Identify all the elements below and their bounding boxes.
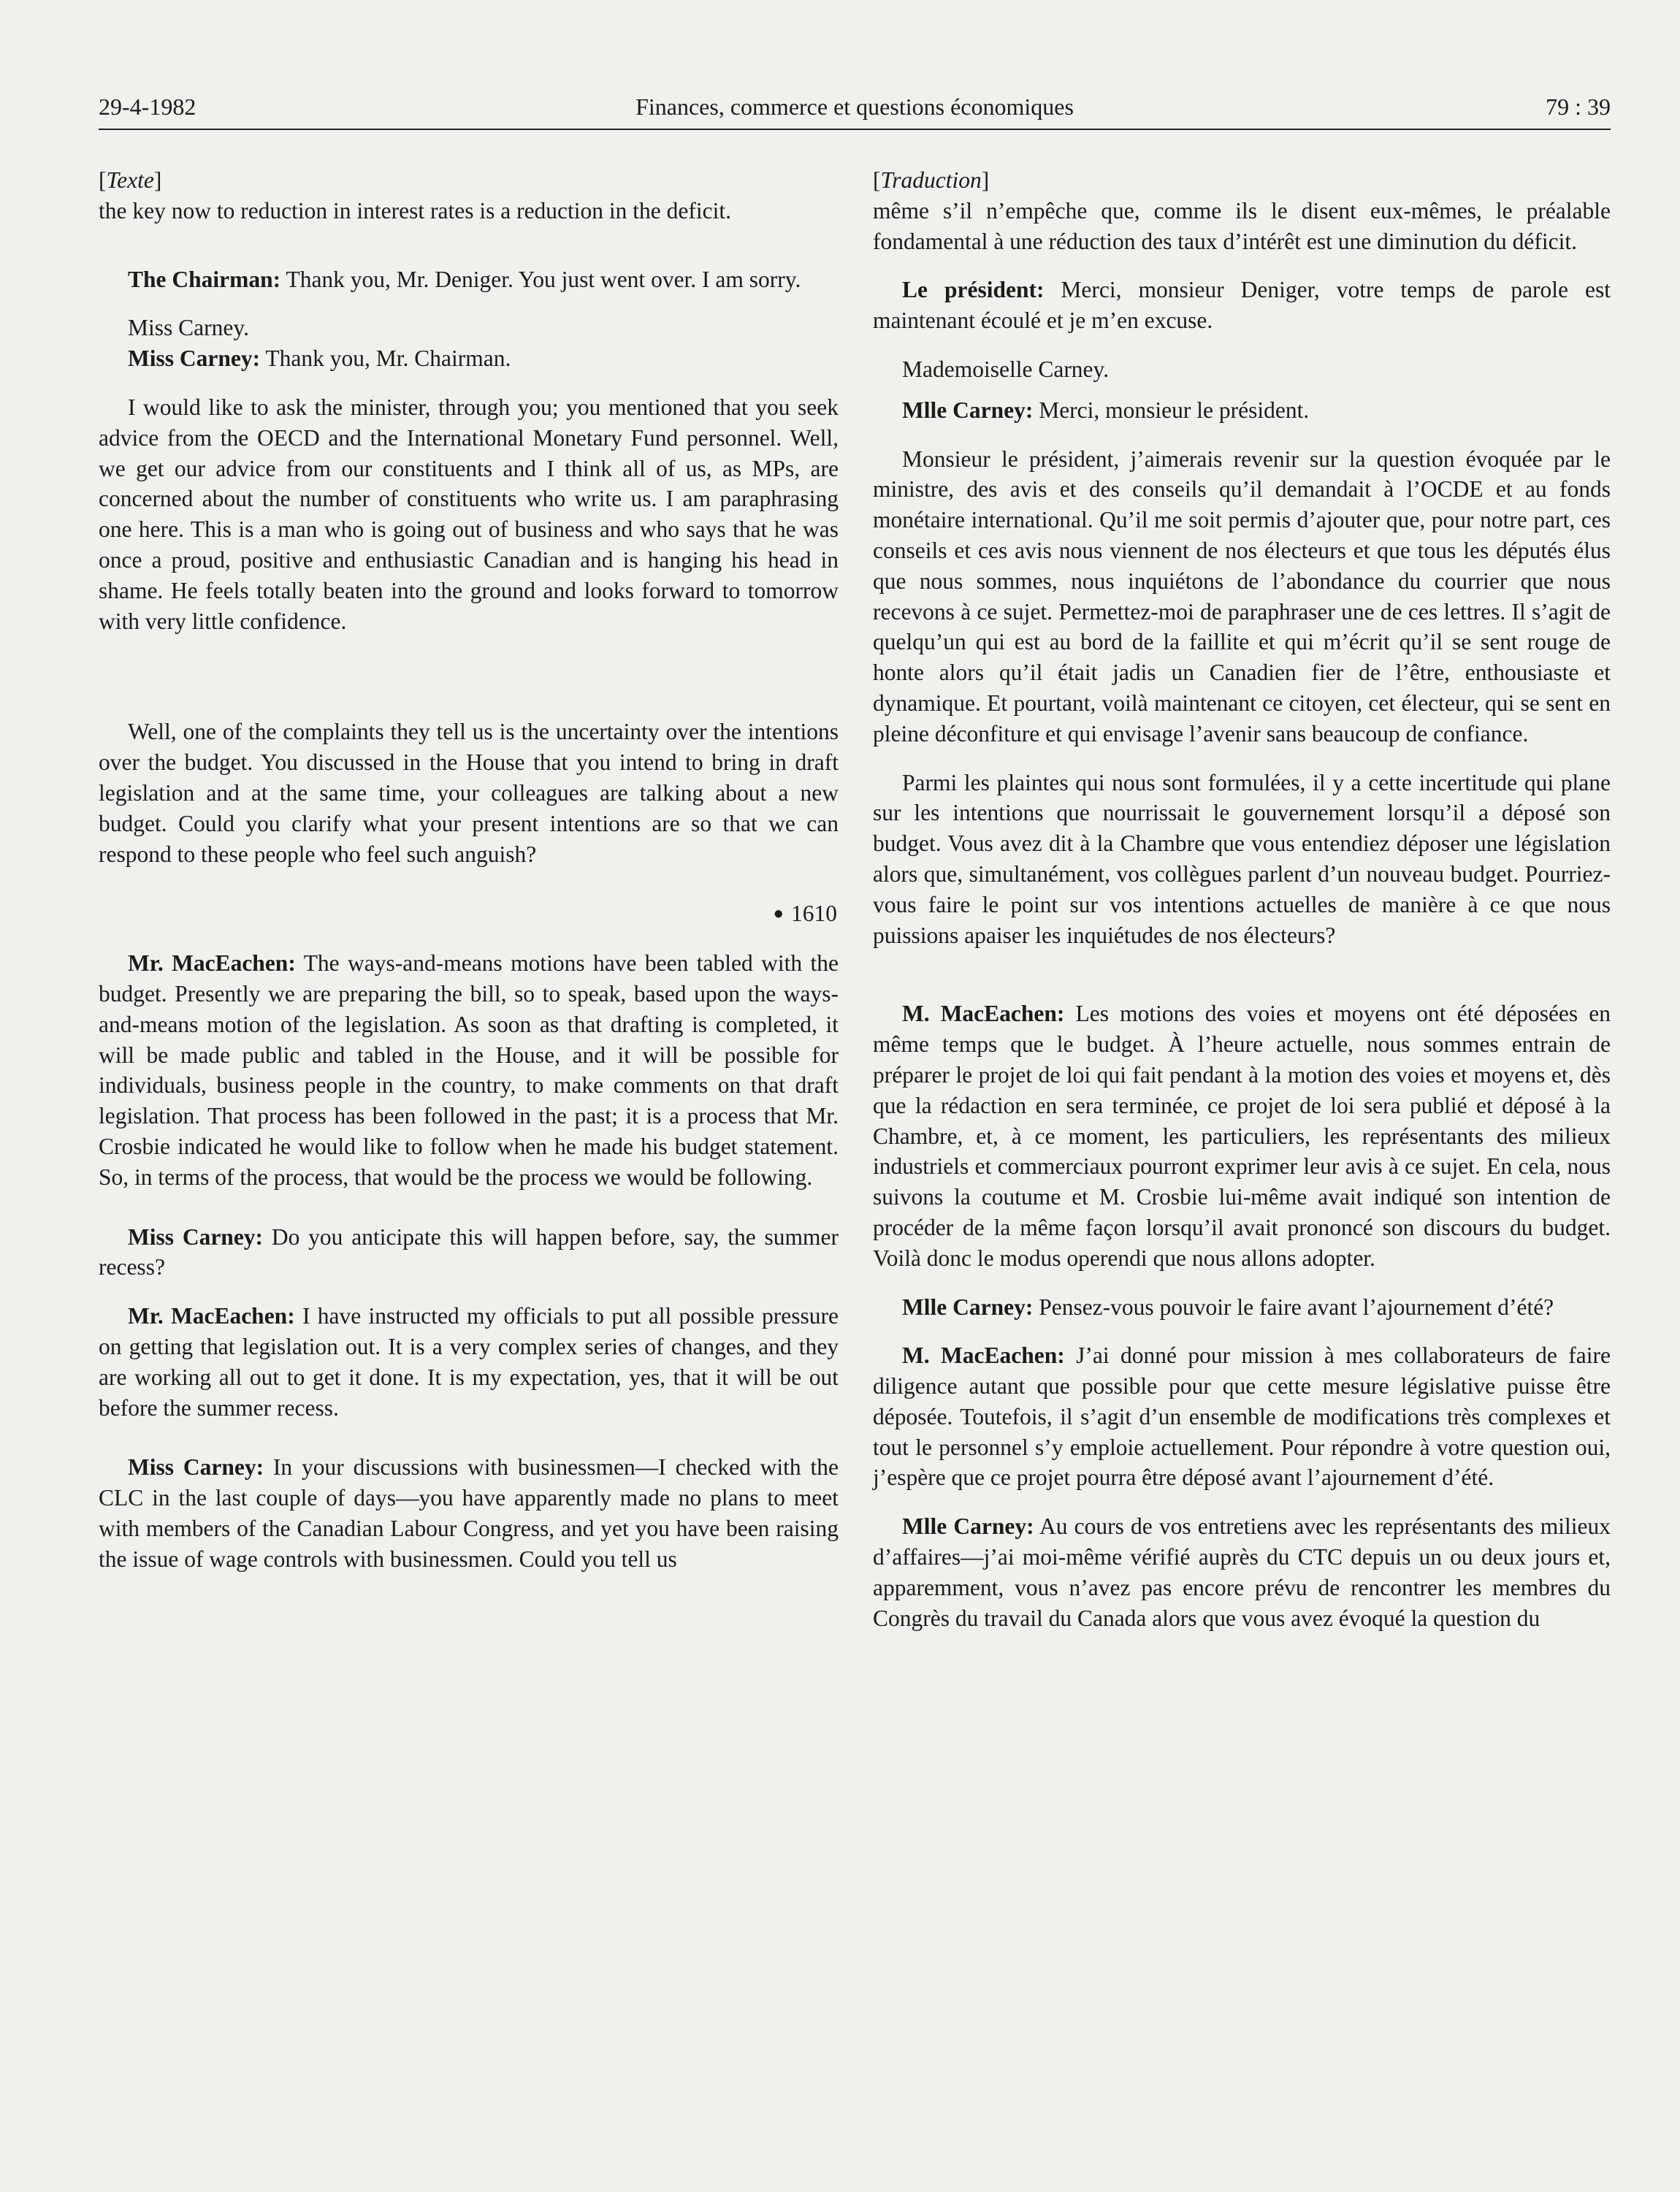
paragraph: Well, one of the complaints they tell us is the uncertainty over the intentions over the budget. You discussed in the House that you intend to bring in draft legislation and at the same time, your colleagues are talking about a new budget. Could you clarify what your present intentions are so that we can respond to these people who feel such anguish? <box>99 719 839 867</box>
paragraph: Monsieur le président, j’aimerais revenir sur la question évoquée par le ministre, des avis et des conseils qu’il demandait à l’OCDE et au fonds monétaire international. Qu’il me soit permis d’ajouter que, pour notre part, ces conseils et ces avis nous viennent de nos électeurs et que tous les députés élus que nous sommes, nous inquiétons de l’abondance du courrier que nous recevons à ce sujet. Permettez-moi de paraphraser une de ces lettres. Il s’agit de quelqu’un qui est au bord de la faillite et qui m’écrit qu’il se sent rouge de honte alors qu’il était jadis un Canadien fier de l’être, enthousiaste et dynamique. Et pourtant, voilà maintenant ce citoyen, cet électeur, qui se sent en pleine déconfiture et qui envisage l’avenir sans beaucoup de confiance. <box>873 446 1611 746</box>
header-title: Finances, commerce et questions économiques <box>635 93 1074 120</box>
header-date: 29-4-1982 <box>99 93 196 120</box>
paragraph: Parmi les plaintes qui nous sont formulées, il y a cette incertitude qui plane sur les intentions que nourrissait le gouvernement lorsqu’il a déposé son budget. Vous avez dit à la Chambre que vous entendiez déposer une législation alors que, simultanément, vos collègues parlent d’un nouveau budget. Pourriez-vous faire le point sur vos intentions actuelles de manière à ce que nous puissions apaiser les inquiétudes de nos électeurs? <box>873 769 1611 948</box>
english-column <box>99 165 839 1592</box>
speaker-label: Miss Carney: <box>128 1223 264 1250</box>
speech-paragraph: Mlle Carney: Pensez-vous pouvoir le faire avant l’ajournement d’été? <box>902 1294 1554 1320</box>
speech-paragraph: Le président: Merci, monsieur Deniger, votre temps de parole est maintenant écoulé et je m’en excuse. <box>873 277 1611 334</box>
paragraph: même s’il n’empêche que, comme ils le disent eux-mêmes, le préalable fondamental à une réduction des taux d’intérêt est une diminution du déficit. <box>873 197 1611 254</box>
speaker-label: Miss Carney: <box>128 345 261 372</box>
paragraph: Mademoiselle Carney. <box>902 356 1110 382</box>
text-marker: [Texte] <box>99 167 162 193</box>
paragraph: the key now to reduction in interest rates is a reduction in the deficit. <box>99 197 731 224</box>
time-marker: ● 1610 <box>773 901 837 927</box>
header-page-number: 79 : 39 <box>1546 93 1611 120</box>
paragraph: I would like to ask the minister, through you; you mentioned that you seek advice from the OECD and the International Monetary Fund personnel. Well, we get our advice from our constituents and I think all of us, as MPs, are concerned about the number of constituents who write us. I am paraphrasing one here. This is a man who is going out of business and who says that he was once a proud, positive and enthusiastic Canadian and is hanging his head in shame. He feels totally beaten into the ground and looks forward to tomorrow with very little confidence. <box>99 394 839 634</box>
speech-paragraph: M. MacEachen: Les motions des voies et moyens ont été déposées en même temps que le budget. À l’heure actuelle, nous sommes entrain de préparer le projet de loi qui fait pendant à la motion des voies et moyens et, dès que la rédaction en sera terminée, ce projet de loi sera publié et déposé à la Chambre, et, à ce moment, les particuliers, les représentants des milieux industriels et commerciaux pourront exprimer leur avis à ce sujet. En cela, nous suivons la coutume et M. Crosbie lui-même avait indiqué son intention de procéder de la même façon lorsqu’il avait prononcé son discours du budget. Voilà donc le modus operendi que nous allons adopter. <box>873 1001 1611 1271</box>
speech-paragraph: The Chairman: Thank you, Mr. Deniger. You just went over. I am sorry. <box>128 266 801 292</box>
speaker-label: Mlle Carney: <box>902 397 1034 423</box>
speaker-label: Mlle Carney: <box>902 1294 1034 1320</box>
speaker-label: M. MacEachen: <box>902 1001 1065 1027</box>
translation-marker: [Traduction] <box>873 167 990 193</box>
speech-paragraph: Mlle Carney: Au cours de vos entretiens avec les représentants des milieux d’affaires—j’ai moi-même vérifié auprès du CTC depuis un ou deux jours et, apparemment, vous n’avez pas encore prévu de rencontrer les membres du Congrès du travail du Canada alors que vous avez évoqué la question du <box>873 1513 1611 1631</box>
paragraph: Miss Carney. <box>128 315 249 341</box>
french-column <box>873 165 1611 1651</box>
speaker-label: Mlle Carney: <box>902 1513 1034 1540</box>
speech-paragraph: Miss Carney: In your discussions with businessmen—I checked with the CLC in the last couple of days—you have apparently made no plans to meet with members of the Canadian Labour Congress, and yet you have been raising the issue of wage controls with businessmen. Could you tell us <box>99 1454 839 1572</box>
page-header <box>99 91 1611 130</box>
speaker-label: Mr. MacEachen: <box>128 950 296 977</box>
speech-paragraph: Mr. MacEachen: I have instructed my officials to put all possible pressure on getting that legislation out. It is a very complex series of changes, and they are working all out to get it done. It is my expectation, yes, that it will be out before the summer recess. <box>99 1303 839 1421</box>
speech-paragraph: Mlle Carney: Merci, monsieur le président. <box>902 397 1310 423</box>
bullet-icon: ● <box>773 904 784 924</box>
speech-paragraph: M. MacEachen: J’ai donné pour mission à mes collaborateurs de faire diligence autant que possible pour que cette mesure législative puisse être déposée. Toutefois, il s’agit d’un ensemble de modifications très complexes et tout le personnel s’y emploie actuellement. Pour répondre à votre question oui, j’espère que ce projet pourra être déposé avant l’ajournement d’été. <box>873 1343 1611 1491</box>
speaker-label: Mr. MacEachen: <box>128 1303 295 1329</box>
speaker-label: The Chairman: <box>128 266 281 292</box>
speaker-label: Miss Carney: <box>128 1454 264 1481</box>
speech-paragraph: Mr. MacEachen: The ways-and-means motions have been tabled with the budget. Presently we are preparing the bill, so to speak, based upon the ways-and-means motion of the legislation. As soon as that drafting is completed, it will be made public and tabled in the House, and it will be possible for individuals, business people in the country, to make comments on that draft legislation. That process has been followed in the past; it is a process that Mr. Crosbie indicated he would like to follow when he made his budget statement. So, in terms of the process, that would be the process we would be following. <box>99 950 839 1190</box>
speech-paragraph: Miss Carney: Thank you, Mr. Chairman. <box>128 345 511 372</box>
speaker-label: M. MacEachen: <box>902 1343 1065 1369</box>
speech-paragraph: Miss Carney: Do you anticipate this will happen before, say, the summer recess? <box>99 1223 839 1280</box>
speaker-label: Le président: <box>902 277 1045 303</box>
